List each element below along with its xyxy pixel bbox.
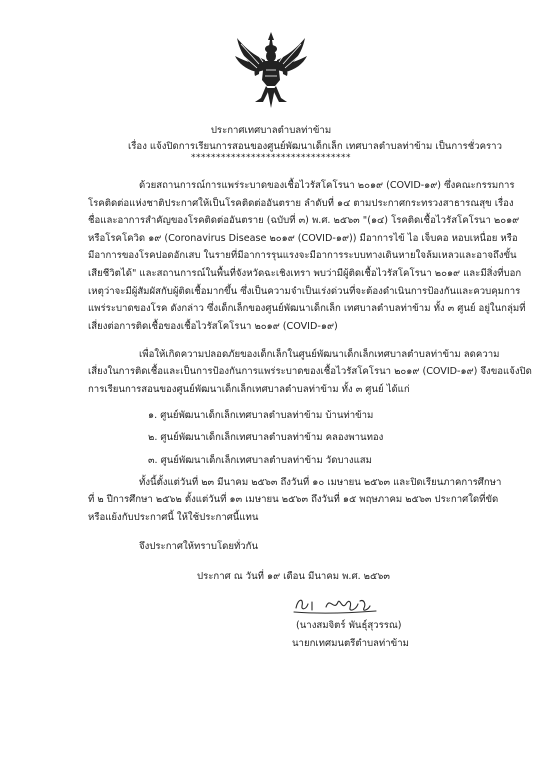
paragraph-line: เสี่ยงในการติดเชื้อและเป็นการป้องกันการแพร่ระบาดของเชื้อไวรัสโคโรนา ๒๐๑๙ (COVID-๑๙) จึงขอแจ้งปิด [88,366,532,377]
list-item: ๑. ศูนย์พัฒนาเด็กเล็กเทศบาลตำบลท่าข้าม บ้านท่าข้าม [148,410,374,421]
paragraph-line: หรือแย้งกับประกาศนี้ ให้ใช้ประกาศนี้แทน [88,512,259,523]
list-item: ๒. ศูนย์พัฒนาเด็กเล็กเทศบาลตำบลท่าข้าม คลองพานทอง [148,432,384,443]
garuda-emblem-icon [233,30,309,110]
signer-name: (นางสมจิตร์ พันธุ์สุวรรณ) [296,620,402,631]
paragraph-line: เหตุว่าจะมีผู้สัมผัสกับผู้ติดเชื้อมากขึ้น ซึ่งเป็นความจำเป็นเร่งด่วนที่จะต้องดำเนินการป้องกันและควบคุมการ [88,286,521,297]
paragraph-line: แพร่ระบาดของโรค ดังกล่าว ซึ่งเด็กเล็กของศูนย์พัฒนาเด็กเล็ก เทศบาลตำบลท่าข้าม ทั้ง ๓ ศูนย์ อยู่ในกลุ่มที่ [88,303,526,314]
paragraph-line: โรคติดต่อแห่งชาติประกาศให้เป็นโรคติดต่ออันตราย ลำดับที่ ๑๔ ตามประกาศกระทรวงสาธารณสุข เรื่อง [88,198,514,209]
paragraph-line: ชื่อและอาการสำคัญของโรคติดต่ออันตราย (ฉบับที่ ๓) พ.ศ. ๒๕๖๓ "(๑๔) โรคติดเชื้อไวรัสโคโรนา ๒๐๑๙ [88,215,520,226]
closing-line: จึงประกาศให้ทราบโดยทั่วกัน [139,541,259,552]
date-line: ประกาศ ณ วันที่ ๑๙ เดือน มีนาคม พ.ศ. ๒๕๖๓ [197,571,390,582]
paragraph-line: มีอาการของโรคปอดอักเสบ ในรายที่มีอาการรุนแรงจะมีอาการระบบทางเดินหายใจล้มเหลวและอาจถึงขั้น [88,250,517,261]
announcement-subject: เรื่อง แจ้งปิดการเรียนการสอนของศูนย์พัฒนาเด็กเล็ก เทศบาลตำบลท่าข้าม เป็นการชั่วคราว [128,141,502,152]
paragraph-line: เสี่ยงต่อการติดเชื้อของเชื้อไวรัสโคโรนา ๒๐๑๙ (COVID-๑๙) [88,321,338,332]
signer-title: นายกเทศมนตรีตำบลท่าข้าม [292,638,409,649]
paragraph-line: ที่ ๒ ปีการศึกษา ๒๕๖๒ ตั้งแต่วันที่ ๑๓ เมษายน ๒๕๖๓ ถึงวันที่ ๑๕ พฤษภาคม ๒๕๖๓ ประกาศใดที่ขัด [88,494,499,505]
paragraph-line: เสียชีวิตได้" และสถานการณ์ในพื้นที่จังหวัดฉะเชิงเทรา พบว่ามีผู้ติดเชื้อไวรัสโคโรนา ๒๐๑๙ และมีสิ่งที่บอก [88,268,522,279]
paragraph-line: เพื่อให้เกิดความปลอดภัยของเด็กเล็กในศูนย์พัฒนาเด็กเล็กเทศบาลตำบลท่าข้าม ลดความ [139,349,500,360]
header-divider: ******************************** [191,153,351,163]
paragraph-line: การเรียนการสอนของศูนย์พัฒนาเด็กเล็กเทศบาลตำบลท่าข้าม ทั้ง ๓ ศูนย์ ได้แก่ [88,384,410,395]
signature-scribble [290,592,380,616]
announcement-heading: ประกาศเทศบาลตำบลท่าข้าม [210,125,332,136]
paragraph-line: ด้วยสถานการณ์การแพร่ระบาดของเชื้อไวรัสโคโรนา ๒๐๑๙ (COVID-๑๙) ซึ่งคณะกรรมการ [139,180,515,191]
list-item: ๓. ศูนย์พัฒนาเด็กเล็กเทศบาลตำบลท่าข้าม วัดบางแสม [148,455,372,466]
paragraph-line: หรือโรคโควิด ๑๙ (Coronavirus Disease ๒๐๑๙ (COVID-๑๙)) มีอาการไข้ ไอ เจ็บคอ หอบเหนื่อย หรือ [88,233,518,244]
paragraph-line: ทั้งนี้ตั้งแต่วันที่ ๒๓ มีนาคม ๒๕๖๓ ถึงวันที่ ๑๐ เมษายน ๒๕๖๓ และปิดเรียนภาคการศึกษา [139,477,502,488]
